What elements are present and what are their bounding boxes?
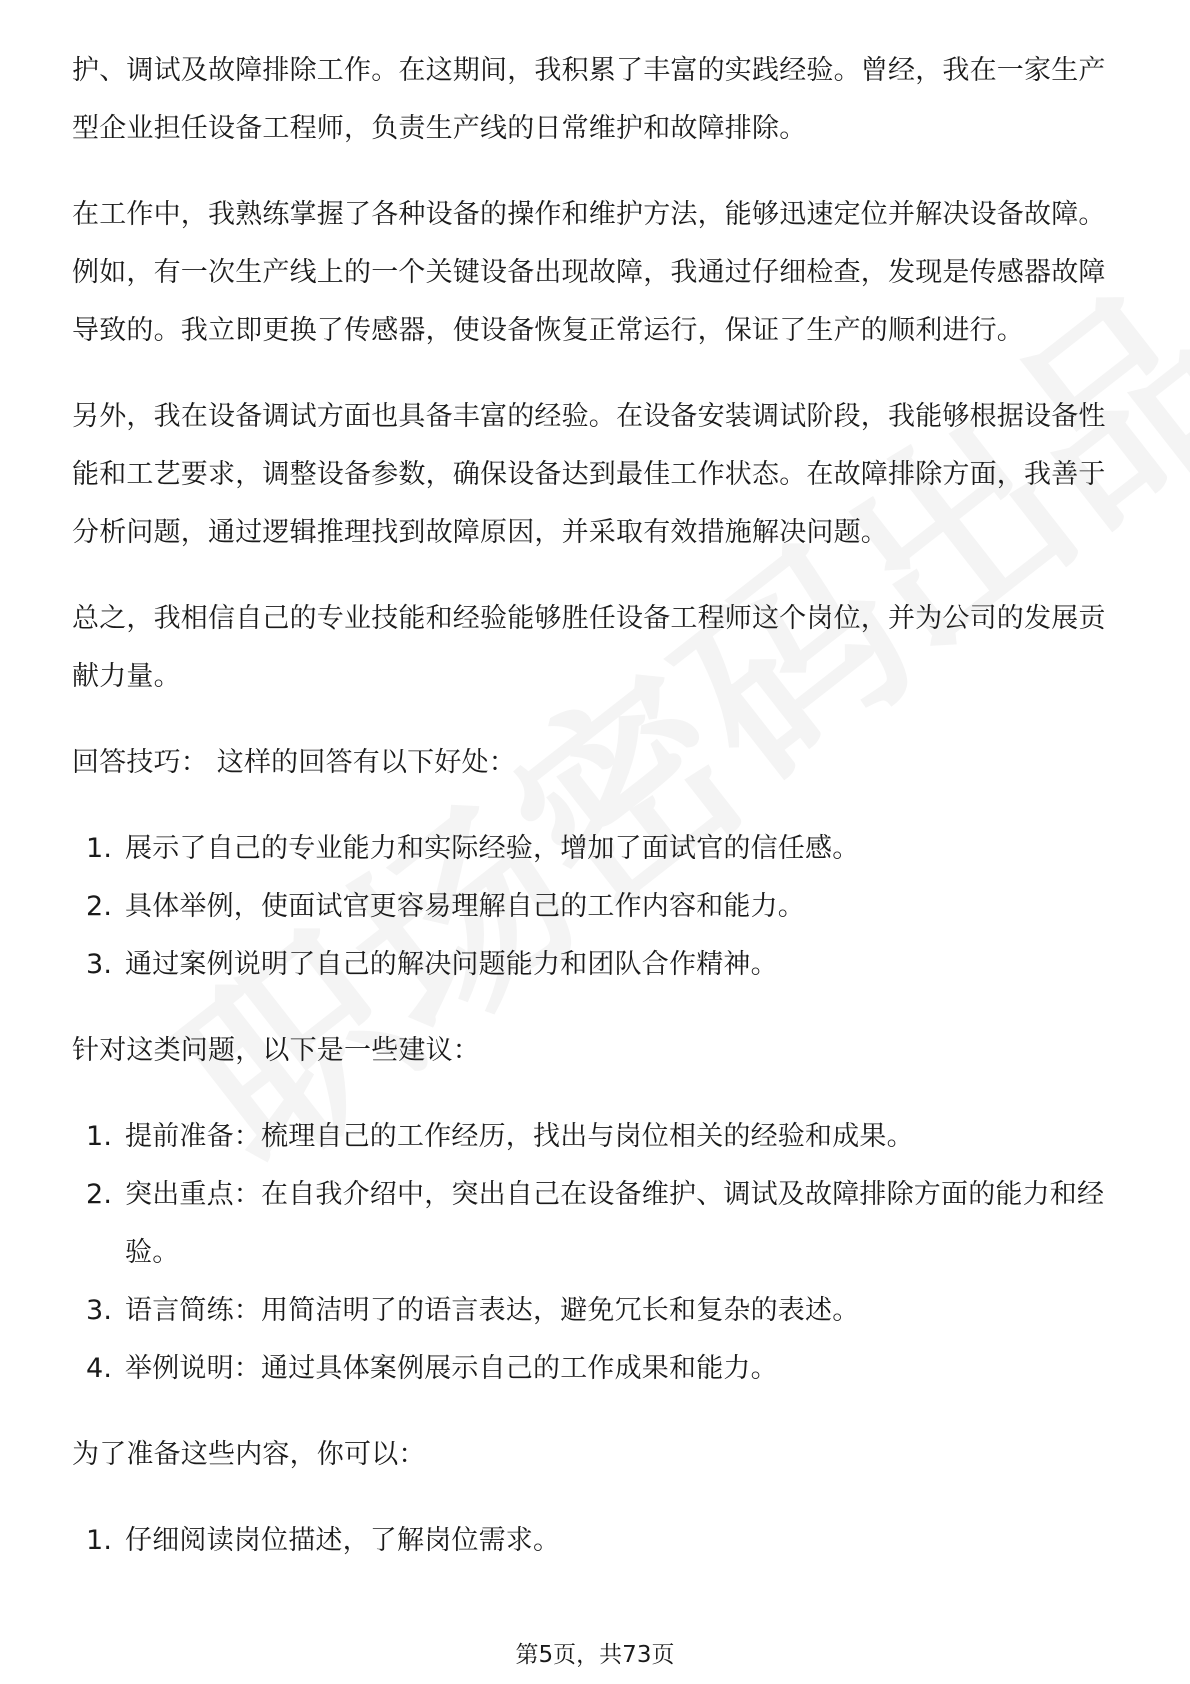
paragraph-2: 在工作中，我熟练掌握了各种设备的操作和维护方法，能够迅速定位并解决设备故障。例如，有一次生产线上的一个关键设备出现故障，我通过仔细检查，发现是传感器故障导致的。我立即更换了传感器，使设备恢复正常运行，保证了生产的顺利进行。 — [72, 199, 1106, 346]
paragraph-4: 总之，我相信自己的专业技能和经验能够胜任设备工程师这个岗位，并为公司的发展贡献力量。 — [72, 603, 1106, 692]
list-item — [72, 1340, 1122, 1398]
list-number: 2. — [86, 891, 113, 922]
list-item-text: 举例说明：通过具体案例展示自己的工作成果和能力。 — [125, 1353, 778, 1384]
list-item — [72, 1282, 1122, 1340]
list-item-text: 展示了自己的专业能力和实际经验，增加了面试官的信任感。 — [125, 833, 860, 864]
list-item — [72, 820, 1122, 878]
benefits-list — [72, 820, 1122, 994]
preparation-heading: 为了准备这些内容，你可以： — [72, 1439, 426, 1470]
list-number: 4. — [86, 1353, 113, 1384]
suggestions-heading: 针对这类问题，以下是一些建议： — [72, 1035, 480, 1066]
page-footer: 第5页，共73页 — [515, 1642, 675, 1668]
list-item-text: 仔细阅读岗位描述，了解岗位需求。 — [125, 1525, 561, 1556]
suggestions-list — [72, 1108, 1122, 1398]
preparation-list — [72, 1512, 1122, 1570]
list-number: 1. — [86, 1525, 113, 1556]
list-item — [72, 1108, 1122, 1166]
list-number: 2. — [86, 1179, 113, 1210]
list-item-text: 突出重点：在自我介绍中，突出自己在设备维护、调试及故障排除方面的能力和经验。 — [125, 1179, 1105, 1268]
list-item-text: 语言简练：用简洁明了的语言表达，避免冗长和复杂的表述。 — [125, 1295, 860, 1326]
paragraph-1: 护、调试及故障排除工作。在这期间，我积累了丰富的实践经验。曾经，我在一家生产型企业担任设备工程师，负责生产线的日常维护和故障排除。 — [72, 55, 1106, 144]
list-item-text: 通过案例说明了自己的解决问题能力和团队合作精神。 — [125, 949, 778, 980]
list-item — [72, 1166, 1122, 1282]
list-number: 3. — [86, 1295, 113, 1326]
page-content — [72, 42, 1122, 1598]
paragraph-3: 另外，我在设备调试方面也具备丰富的经验。在设备安装调试阶段，我能够根据设备性能和工艺要求，调整设备参数，确保设备达到最佳工作状态。在故障排除方面，我善于分析问题，通过逻辑推理找到故障原因，并采取有效措施解决问题。 — [72, 401, 1106, 548]
list-number: 1. — [86, 1121, 113, 1152]
list-item — [72, 878, 1122, 936]
list-item — [72, 1512, 1122, 1570]
answer-tips-heading: 回答技巧： 这样的回答有以下好处： — [72, 747, 516, 778]
list-item — [72, 936, 1122, 994]
list-number: 1. — [86, 833, 113, 864]
list-item-text: 具体举例，使面试官更容易理解自己的工作内容和能力。 — [125, 891, 805, 922]
list-number: 3. — [86, 949, 113, 980]
list-item-text: 提前准备：梳理自己的工作经历，找出与岗位相关的经验和成果。 — [125, 1121, 914, 1152]
